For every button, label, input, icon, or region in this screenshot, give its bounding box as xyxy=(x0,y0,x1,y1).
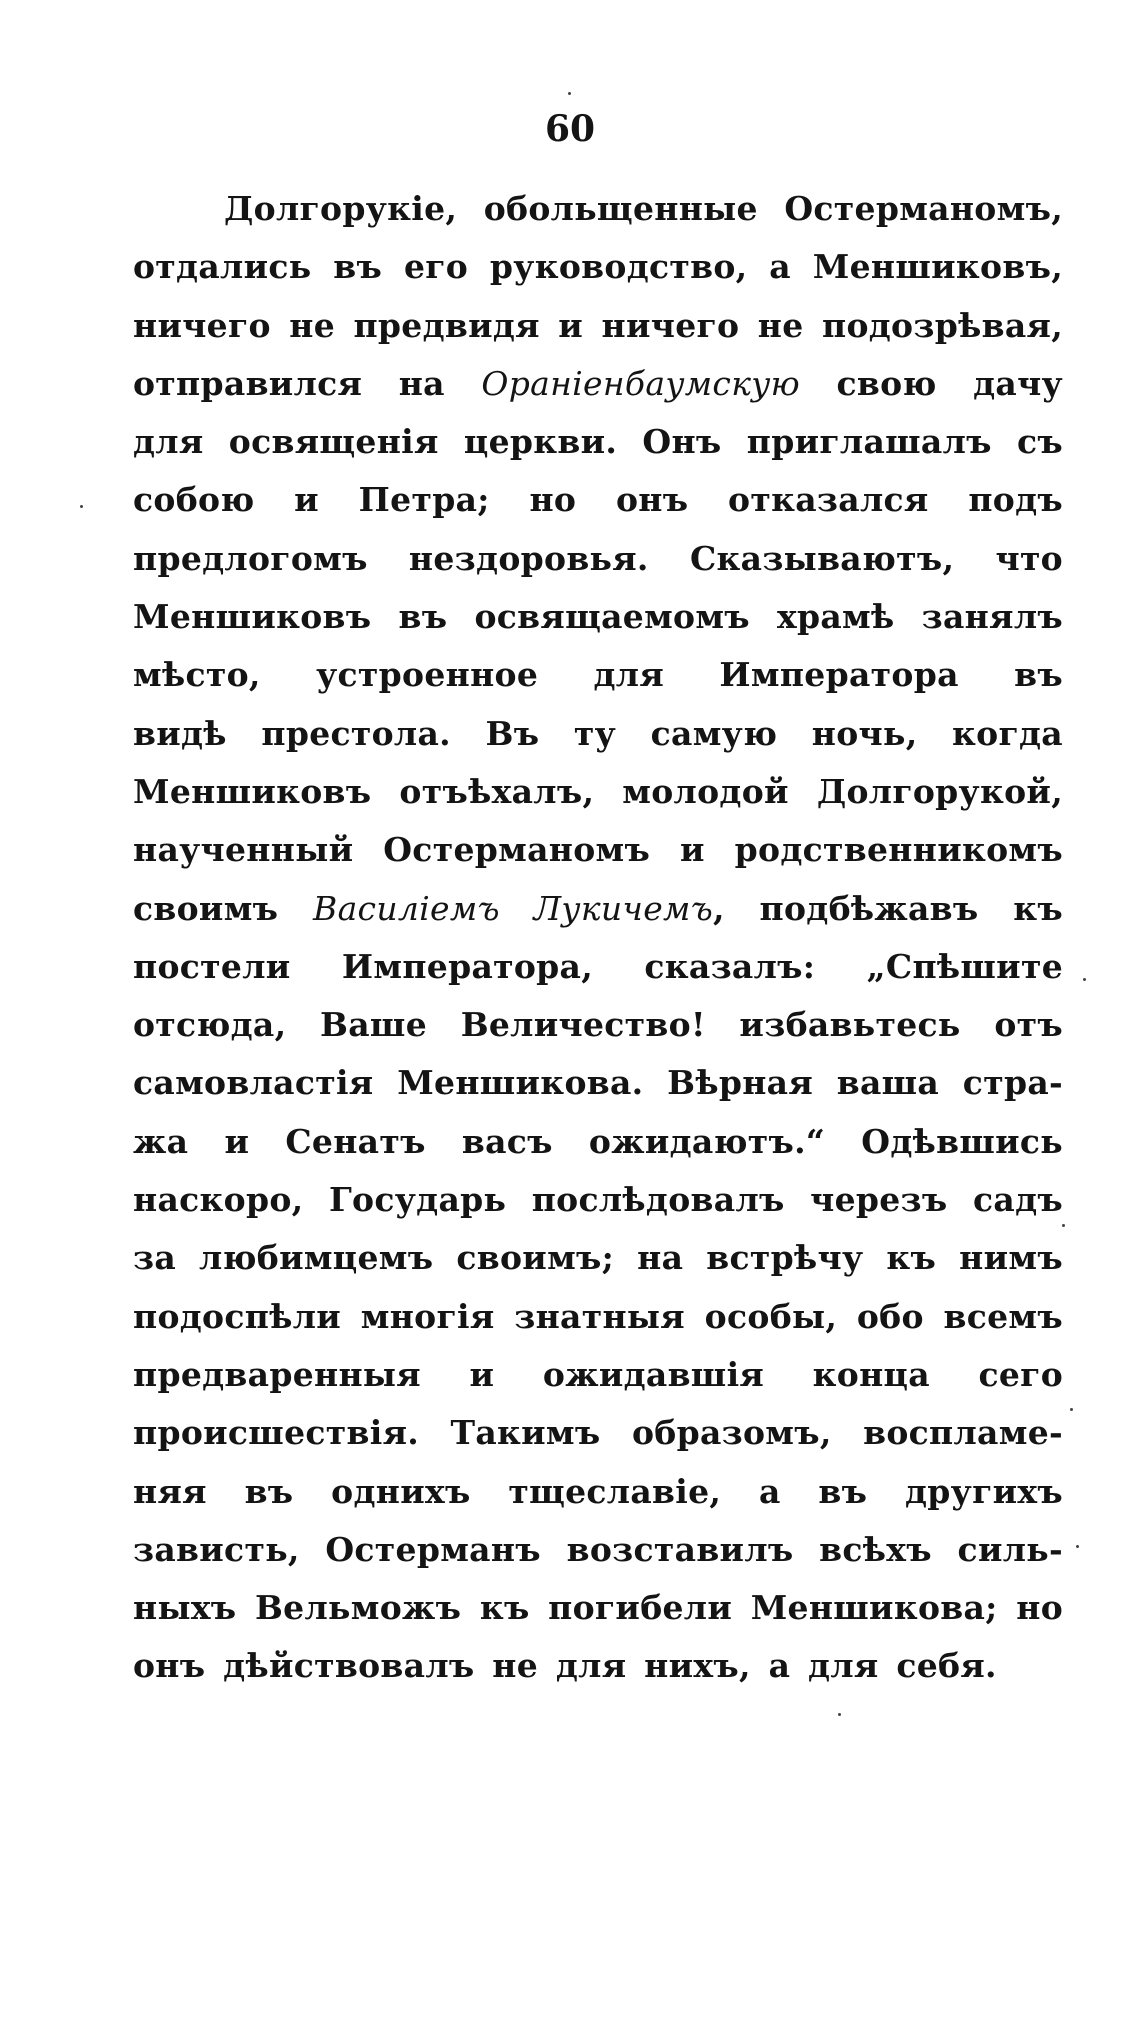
text-segment: свою дачу xyxy=(800,363,1063,403)
text-line: ничего не предвидя и ничего не подозрѣвая, xyxy=(133,305,1063,345)
text-line: отсюда, Ваше Величество! избавьтесь отъ xyxy=(133,1005,1063,1045)
text-line: подоспѣли многія знатныя особы, обо всемъ xyxy=(133,1296,1063,1336)
scan-speck xyxy=(1070,1408,1073,1411)
scan-speck xyxy=(1076,1545,1079,1548)
text-line: предваренныя и ожидавшія конца сего xyxy=(133,1354,1063,1394)
italic-person-name: Василіемъ Лукичемъ xyxy=(313,888,713,928)
text-line: постели Императора, сказалъ: „Спѣшите xyxy=(133,946,1063,986)
text-line: зависть, Остерманъ возставилъ всѣхъ силь- xyxy=(133,1529,1063,1569)
text-segment: своимъ xyxy=(133,888,314,928)
scan-speck xyxy=(838,1713,841,1716)
text-line: Долгорукіе, обольщенные Остерманомъ, xyxy=(224,189,1063,228)
text-line: за любимцемъ своимъ; на встрѣчу къ нимъ xyxy=(133,1238,1063,1278)
text-line: онъ дѣйствовалъ не для нихъ, а для себя. xyxy=(133,1646,997,1686)
text-line xyxy=(133,880,1063,938)
scan-speck xyxy=(1083,978,1086,981)
text-line: собою и Петра; но онъ отказался подъ xyxy=(133,480,1063,520)
text-segment: , подбѣжавъ къ xyxy=(713,888,1063,928)
text-line: наскоро, Государь послѣдовалъ черезъ садъ xyxy=(133,1180,1063,1220)
text-line: Меншиковъ отъѣхалъ, молодой Долгорукой, xyxy=(133,771,1063,811)
text-line: происшествія. Такимъ образомъ, воспламе- xyxy=(133,1413,1063,1453)
italic-place-name: Ораніенбаумскую xyxy=(481,363,801,403)
scan-speck xyxy=(1062,1224,1065,1227)
text-line: видѣ престола. Въ ту самую ночь, когда xyxy=(133,713,1063,753)
text-line: предлогомъ нездоровья. Сказываютъ, что xyxy=(133,538,1063,578)
text-line: ныхъ Вельможъ къ погибели Меншикова; но xyxy=(133,1588,1063,1628)
text-line: наученный Остерманомъ и родственникомъ xyxy=(133,830,1063,870)
text-line: для освященія церкви. Онъ приглашалъ съ xyxy=(133,422,1063,462)
scan-speck xyxy=(568,92,571,95)
scan-speck xyxy=(80,505,83,508)
text-line: няя въ однихъ тщеславіе, а въ другихъ xyxy=(133,1471,1063,1511)
body-text xyxy=(133,180,1063,1696)
page-number: 60 xyxy=(544,108,596,150)
text-segment: отправился на xyxy=(133,363,482,403)
text-line: жа и Сенатъ васъ ожидаютъ.“ Одѣвшись xyxy=(133,1121,1063,1161)
text-line: Меншиковъ въ освящаемомъ храмѣ занялъ xyxy=(133,597,1063,637)
text-line: мѣсто, устроенное для Императора въ xyxy=(133,655,1063,695)
text-line xyxy=(133,355,1063,413)
text-line: отдались въ его руководство, а Меншиковъ, xyxy=(133,247,1063,287)
text-line: самовластія Меншикова. Вѣрная ваша стра- xyxy=(133,1063,1063,1103)
